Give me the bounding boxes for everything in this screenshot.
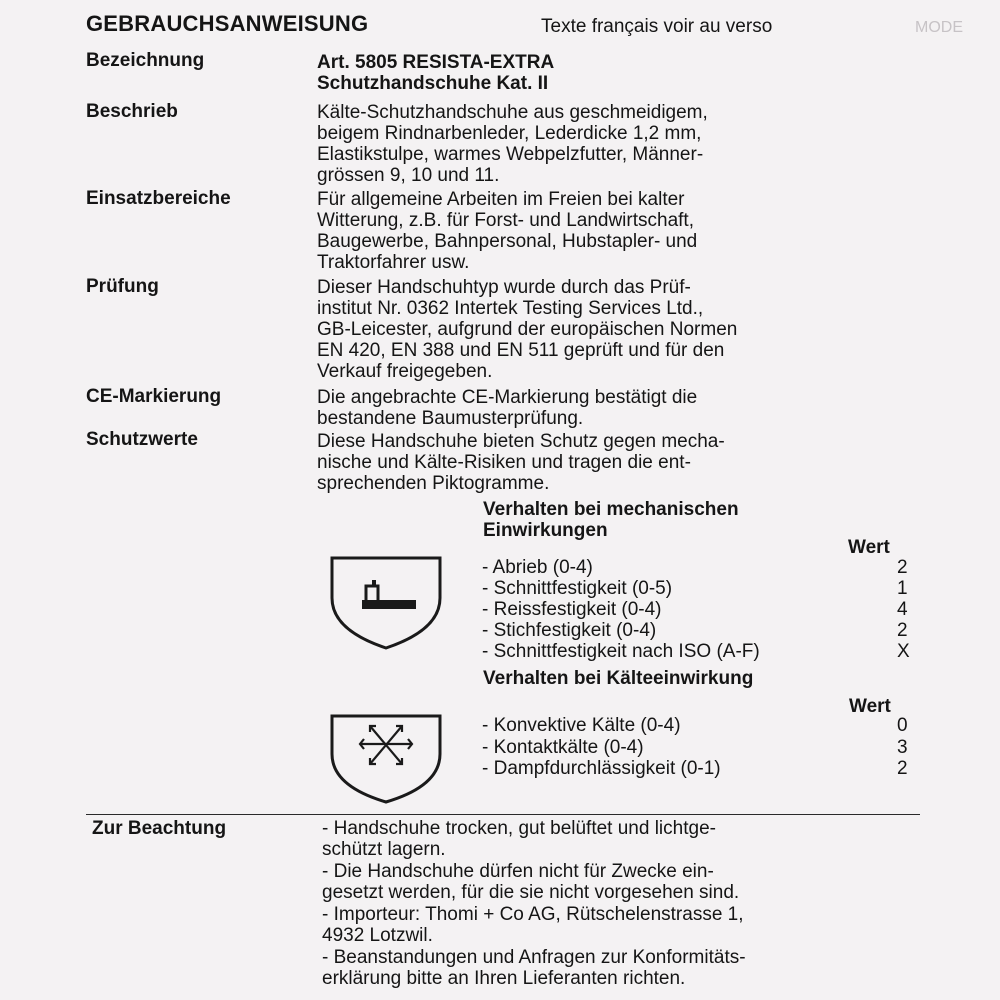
cold-item-label: - Kontaktkälte (0-4) bbox=[482, 737, 644, 758]
document-title: GEBRAUCHSANWEISUNG bbox=[86, 11, 369, 36]
mechanical-item-label: - Schnittfestigkeit nach ISO (A-F) bbox=[482, 641, 760, 662]
content-pruefung: Dieser Handschuhtyp wurde durch das Prüf- institut Nr. 0362 Intertek Testing Services Ltd., GB-Leicester, aufgrund der europäischen Normen EN 420, EN 388 und EN 511 geprüft und für den Verkauf freigegeben. bbox=[317, 277, 738, 382]
content-beschrieb: Kälte-Schutzhandschuhe aus geschmeidigem, beigem Rindnarbenleder, Lederdicke 1,2 mm, Elastikstulpe, warmes Webpelzfutter, Männer- grössen 9, 10 und 11. bbox=[317, 102, 708, 186]
label-schutzwerte: Schutzwerte bbox=[86, 429, 198, 450]
section-divider bbox=[86, 814, 920, 815]
hammer-shield-icon bbox=[326, 552, 446, 652]
content-schutzwerte: Diese Handschuhe bieten Schutz gegen mecha- nische und Kälte-Risiken und tragen die ent- sprechenden Piktogramme. bbox=[317, 431, 725, 494]
content-einsatzbereiche: Für allgemeine Arbeiten im Freien bei kalter Witterung, z.B. für Forst- und Landwirtschaft, Baugewerbe, Bahnpersonal, Hubstapler- und Traktorfahrer usw. bbox=[317, 189, 698, 273]
content-bezeichnung: Art. 5805 RESISTA-EXTRA Schutzhandschuhe Kat. II bbox=[317, 52, 555, 94]
label-beschrieb: Beschrieb bbox=[86, 101, 178, 122]
cold-item-label: - Dampfdurchlässigkeit (0-1) bbox=[482, 758, 721, 779]
cold-item-value: 2 bbox=[897, 758, 908, 779]
cold-item-value: 3 bbox=[897, 737, 908, 758]
label-zur-beachtung: Zur Beachtung bbox=[92, 818, 227, 839]
mechanical-item-value: 4 bbox=[897, 599, 908, 620]
bleed-through-text: MODE bbox=[915, 19, 963, 36]
cold-heading: Verhalten bei Kälteeinwirkung bbox=[483, 668, 754, 689]
cold-item-label: - Konvektive Kälte (0-4) bbox=[482, 715, 681, 736]
mechanical-wert-label: Wert bbox=[848, 537, 890, 558]
cold-wert-label: Wert bbox=[849, 696, 891, 717]
note-item: - Handschuhe trocken, gut belüftet und lichtge- schützt lagern. bbox=[322, 818, 716, 860]
note-item: - Die Handschuhe dürfen nicht für Zwecke ein- gesetzt werden, für die sie nicht vorgesehen sind. bbox=[322, 861, 740, 903]
mechanical-item-value: 2 bbox=[897, 557, 908, 578]
mechanical-item-label: - Reissfestigkeit (0-4) bbox=[482, 599, 662, 620]
mechanical-heading: Verhalten bei mechanischen Einwirkungen bbox=[483, 499, 739, 541]
note-item: - Beanstandungen und Anfragen zur Konformitäts- erklärung bitte an Ihren Lieferanten richten. bbox=[322, 947, 746, 989]
mechanical-item-value: 1 bbox=[897, 578, 908, 599]
label-bezeichnung: Bezeichnung bbox=[86, 50, 205, 71]
label-pruefung: Prüfung bbox=[86, 276, 159, 297]
mechanical-item-value: X bbox=[897, 641, 910, 662]
cold-item-value: 0 bbox=[897, 715, 908, 736]
content-ce-markierung: Die angebrachte CE-Markierung bestätigt die bestandene Baumusterprüfung. bbox=[317, 387, 698, 429]
label-ce-markierung: CE-Markierung bbox=[86, 386, 222, 407]
mechanical-item-value: 2 bbox=[897, 620, 908, 641]
mechanical-item-label: - Schnittfestigkeit (0-5) bbox=[482, 578, 673, 599]
verso-note: Texte français voir au verso bbox=[541, 16, 773, 37]
mechanical-item-label: - Stichfestigkeit (0-4) bbox=[482, 620, 657, 641]
mechanical-item-label: - Abrieb (0-4) bbox=[482, 557, 593, 578]
note-item: - Importeur: Thomi + Co AG, Rütschelenstrasse 1, 4932 Lotzwil. bbox=[322, 904, 744, 946]
label-einsatzbereiche: Einsatzbereiche bbox=[86, 188, 231, 209]
snowflake-shield-icon bbox=[326, 710, 446, 806]
